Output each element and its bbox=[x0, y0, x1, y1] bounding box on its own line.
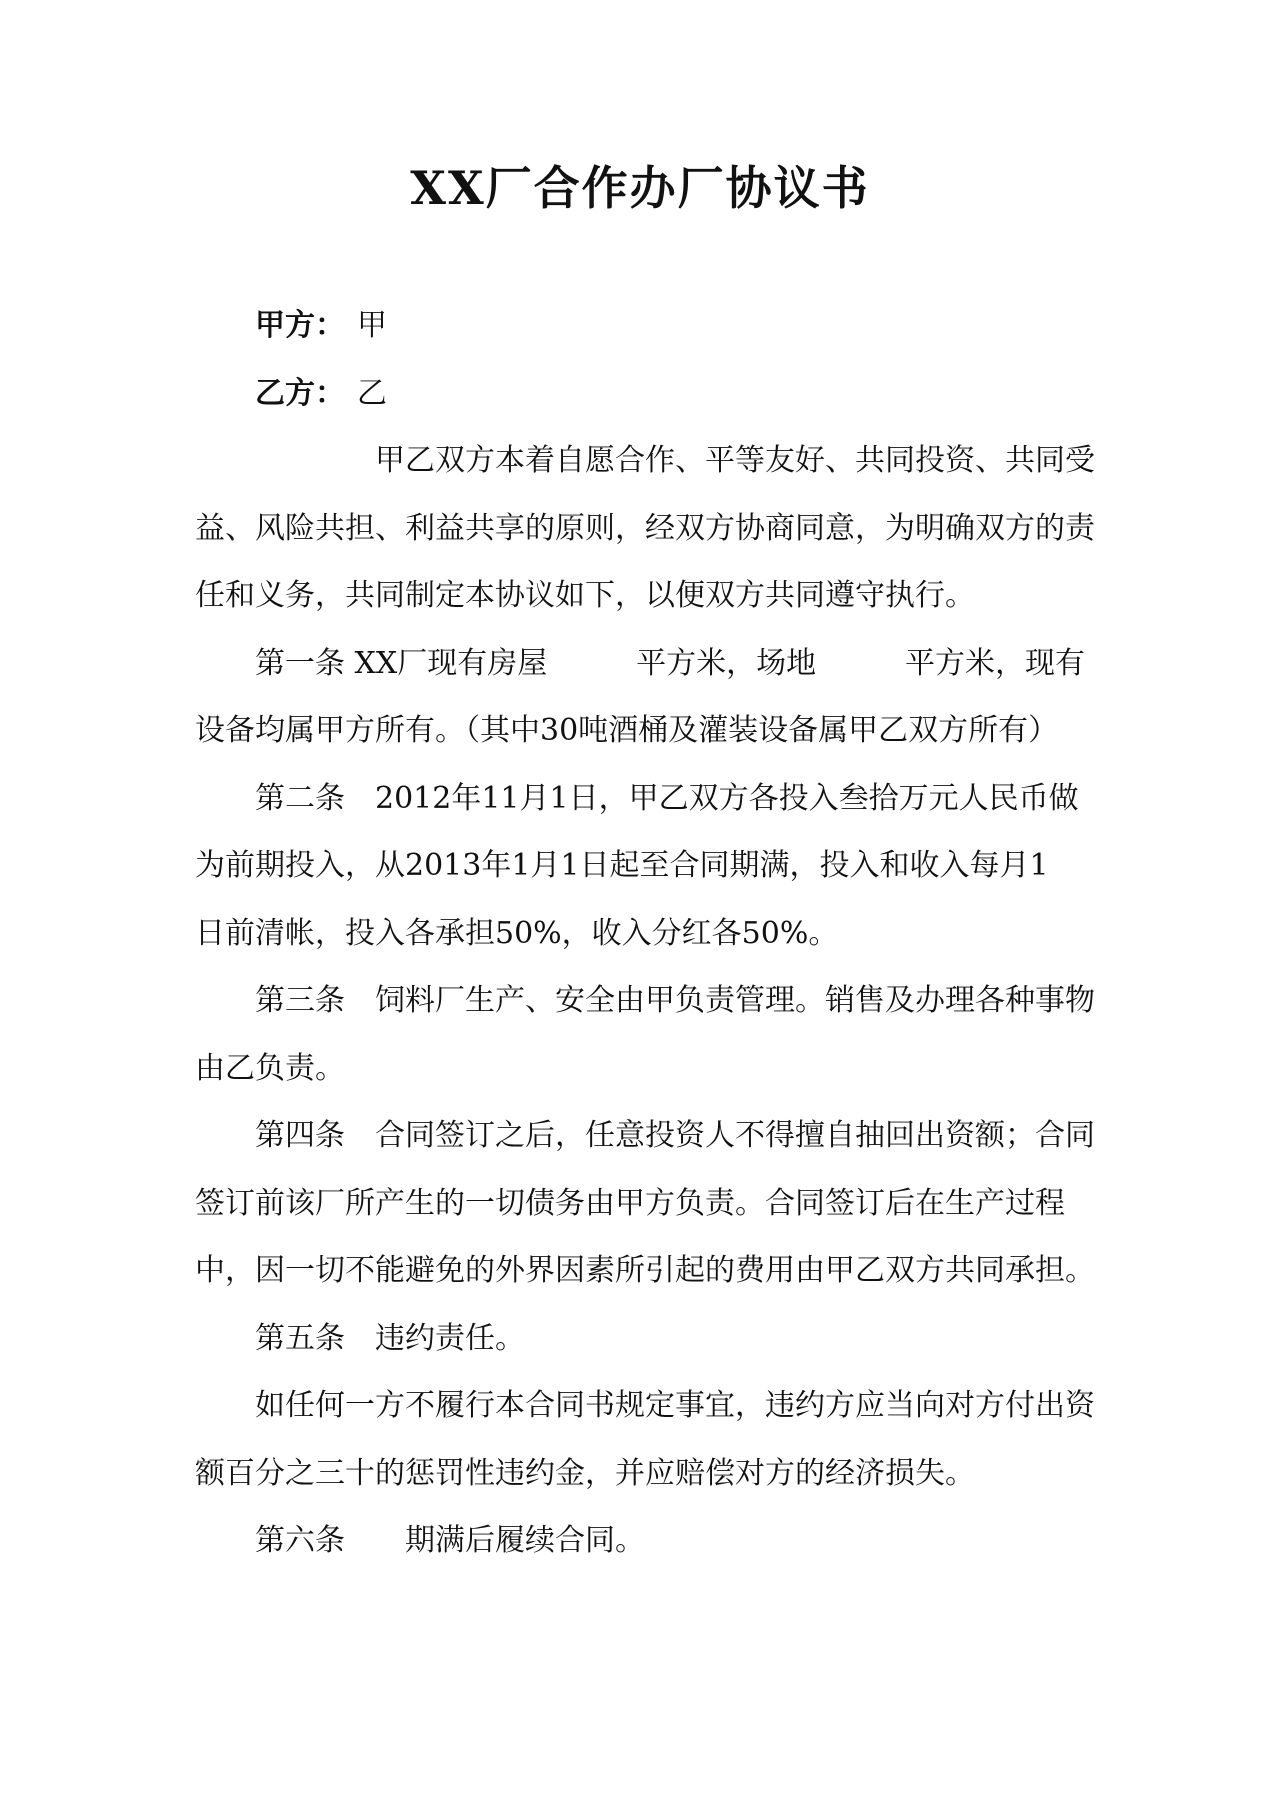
article-6-line: 第六条 期满后履续合同。 bbox=[255, 1523, 645, 1558]
article-1-part-1: XX厂现有房屋 bbox=[354, 645, 548, 681]
article-5-line-2: 额百分之三十的惩罚性违约金，并应赔偿对方的经济损失。 bbox=[195, 1455, 975, 1491]
article-4-line-3: 中，因一切不能避免的外界因素所引起的费用由甲乙双方共同承担。 bbox=[195, 1253, 1095, 1288]
preamble-line-2: 益、风险共担、利益共享的原则，经双方协商同意，为明确双方的责 bbox=[195, 510, 1095, 546]
article-5-heading: 第五条 违约责任。 bbox=[255, 1320, 525, 1356]
article-1-line-2: 设备均属甲方所有。（其中30吨酒桶及灌装设备属甲乙双方所有） bbox=[195, 713, 1059, 748]
document-body bbox=[195, 292, 1095, 1575]
article-1-part-3: 平方米，现有 bbox=[904, 645, 1085, 681]
article-1-line-1 bbox=[195, 630, 1085, 698]
preamble-line-3: 任和义务，共同制定本协议如下，以便双方共同遵守执行。 bbox=[195, 578, 975, 613]
document-title: XX厂合作办厂协议书 bbox=[410, 161, 870, 215]
article-1-heading bbox=[255, 630, 547, 698]
article-2-line-3: 日前清帐，投入各承担50%，收入分红各50%。 bbox=[195, 915, 839, 951]
article-2-line-2: 为前期投入，从2013年1月1日起至合同期满，投入和收入每月1 bbox=[195, 848, 1049, 883]
party-a-line bbox=[195, 292, 1085, 360]
party-a-value: 甲 bbox=[357, 308, 387, 343]
article-3-line-1: 第三条 饲料厂生产、安全由甲负责管理。销售及办理各种事物 bbox=[255, 983, 1095, 1018]
article-1-heading-text: 第一条 bbox=[255, 645, 345, 681]
party-b-line bbox=[195, 360, 1085, 428]
article-4-line-1: 第四条 合同签订之后，任意投资人不得擅自抽回出资额；合同 bbox=[255, 1118, 1095, 1153]
party-b-value: 乙 bbox=[357, 375, 387, 411]
party-a-label: 甲方： bbox=[255, 308, 345, 343]
article-4-line-2: 签订前该厂所产生的一切债务由甲方负责。合同签订后在生产过程 bbox=[195, 1185, 1065, 1221]
party-b-label: 乙方： bbox=[255, 375, 345, 411]
article-2-line-1: 第二条 2012年11月1日，甲乙双方各投入叁拾万元人民币做 bbox=[255, 780, 1079, 816]
article-1-part-2: 平方米，场地 bbox=[636, 645, 817, 681]
article-5-line-1: 如任何一方不履行本合同书规定事宜，违约方应当向对方付出资 bbox=[255, 1388, 1095, 1423]
preamble-line-1: 甲乙双方本着自愿合作、平等友好、共同投资、共同受 bbox=[375, 443, 1095, 478]
article-3-line-2: 由乙负责。 bbox=[195, 1050, 345, 1086]
